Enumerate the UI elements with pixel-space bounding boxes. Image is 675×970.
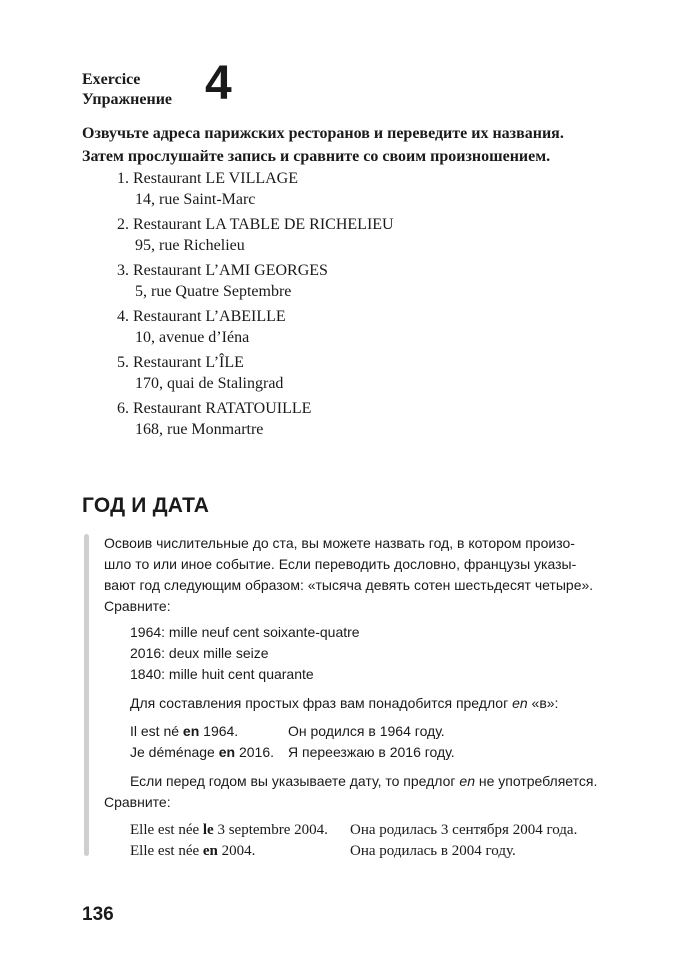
- example-fr-text-end: 1964.: [199, 723, 239, 739]
- restaurant-list: [117, 168, 394, 444]
- restaurant-name: 2. Restaurant LA TABLE DE RICHELIEU: [117, 216, 394, 233]
- intro-line: шло то или иное событие. Если переводить дословно, французы указы-: [104, 556, 577, 572]
- example-fr-text: Elle est née: [130, 843, 203, 859]
- year-example: 2016: deux mille seize: [130, 645, 269, 661]
- section-intro: [104, 533, 619, 617]
- examples-en: [130, 721, 455, 763]
- date-note: [104, 771, 597, 813]
- preposition-note: [130, 693, 558, 714]
- restaurant-address: 168, rue Monmartre: [135, 421, 264, 438]
- example-ru: Она родилась в 2004 году.: [350, 843, 516, 859]
- example-fr-text: Elle est née: [130, 822, 203, 838]
- list-item: [117, 260, 394, 302]
- preposition-word: en: [512, 695, 528, 711]
- example-fr-bold: le: [202, 822, 214, 838]
- example-row: [130, 841, 577, 862]
- page-number: 136: [82, 904, 114, 925]
- example-fr-text-end: 3 septembre 2004.: [213, 822, 328, 838]
- list-item: [117, 306, 394, 348]
- exercise-instructions: [82, 122, 622, 168]
- date-note-word: en: [459, 773, 475, 789]
- restaurant-address: 5, rue Quatre Septembre: [135, 283, 292, 300]
- instruction-line: Озвучьте адреса парижских ресторанов и переведите их названия.: [82, 125, 564, 142]
- date-note-text: Если перед годом вы указываете дату, то предлог: [130, 773, 460, 789]
- preposition-text: Для составления простых фраз вам понадобится предлог: [130, 695, 513, 711]
- example-ru: Она родилась 3 сентября 2004 года.: [350, 822, 578, 838]
- date-note-line: [104, 771, 597, 792]
- list-item: [117, 168, 394, 210]
- intro-line: Сравните:: [104, 598, 171, 614]
- list-item: [117, 398, 394, 440]
- sidebar-rule: [84, 534, 89, 856]
- example-fr-text-end: 2004.: [217, 843, 256, 859]
- list-item: [117, 214, 394, 256]
- example-fr: [130, 820, 350, 841]
- example-row: [130, 721, 455, 742]
- example-fr: [130, 841, 350, 862]
- example-fr-text: Je déménage: [130, 744, 219, 760]
- example-fr-text-end: 2016.: [235, 744, 275, 760]
- restaurant-address: 14, rue Saint-Marc: [135, 191, 256, 208]
- restaurant-name: 3. Restaurant L’AMI GEORGES: [117, 262, 328, 279]
- list-item: [117, 352, 394, 394]
- year-example: 1840: mille huit cent quarante: [130, 666, 314, 682]
- examples-date: [130, 820, 577, 862]
- restaurant-name: 5. Restaurant L’ÎLE: [117, 354, 244, 371]
- exercise-label-ru: Упражнение: [82, 91, 173, 108]
- restaurant-name: 1. Restaurant LE VILLAGE: [117, 170, 298, 187]
- example-fr: [130, 721, 288, 742]
- example-fr-bold: en: [218, 744, 236, 760]
- year-example: 1964: mille neuf cent soixante-quatre: [130, 624, 360, 640]
- exercise-label: [82, 70, 172, 110]
- restaurant-name: 4. Restaurant L’ABEILLE: [117, 308, 286, 325]
- restaurant-address: 10, avenue d’Iéna: [135, 329, 250, 346]
- example-fr: [130, 742, 288, 763]
- exercise-label-fr: Exercice: [82, 71, 141, 88]
- date-note-text-end: не употребляется.: [474, 773, 598, 789]
- intro-line: вают год следующим образом: «тысяча девять сотен шестьдесят четыре».: [104, 577, 594, 593]
- exercise-number: 4: [205, 57, 232, 110]
- date-note-compare: Сравните:: [104, 794, 171, 810]
- restaurant-address: 170, quai de Stalingrad: [135, 375, 284, 392]
- instruction-line: Затем прослушайте запись и сравните со своим произношением.: [82, 148, 551, 165]
- example-row: [130, 742, 455, 763]
- example-ru: Я переезжаю в 2016 году.: [288, 744, 455, 760]
- example-fr-text: Il est né: [130, 723, 183, 739]
- restaurant-name: 6. Restaurant RATATOUILLE: [117, 400, 312, 417]
- example-row: [130, 820, 577, 841]
- year-examples: [130, 622, 360, 685]
- example-fr-bold: en: [202, 843, 218, 859]
- restaurant-address: 95, rue Richelieu: [135, 237, 245, 254]
- intro-line: Освоив числительные до ста, вы можете назвать год, в котором произо-: [104, 535, 575, 551]
- example-ru: Он родился в 1964 году.: [288, 723, 445, 739]
- preposition-text-end: «в»:: [527, 695, 559, 711]
- section-title: ГОД И ДАТА: [82, 494, 210, 517]
- example-fr-bold: en: [182, 723, 200, 739]
